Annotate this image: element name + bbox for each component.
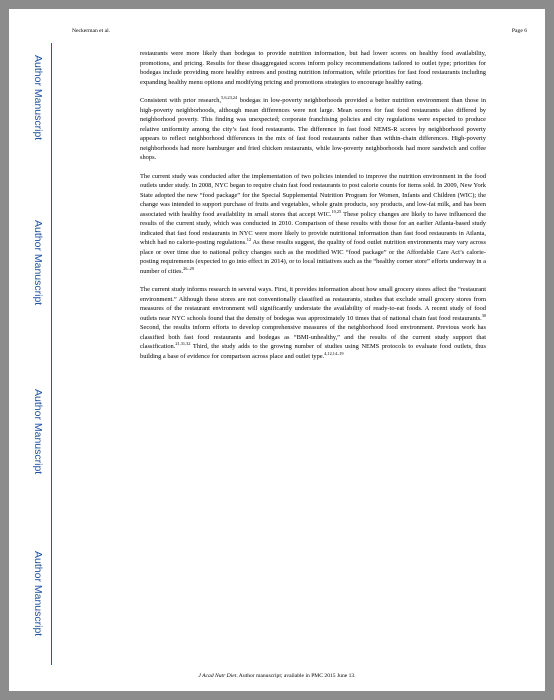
citation-superscript: 21,31,32 — [175, 341, 191, 346]
citation-superscript: 12 — [246, 237, 252, 242]
paragraph — [140, 49, 486, 87]
author-manuscript-label: Author Manuscript — [32, 551, 44, 637]
citation-superscript: 4,12,14–19 — [324, 350, 344, 356]
paragraph-text: The current study informs research in several ways. First, it provides information about how small grocery stores affect the “restaurant environment.” Although these stores are not conventionally classified as restaurants, studies that exclude small grocery stores from measures of the restaurant environment will significantly understate the availability of ready-to-eat foods. A recent study of food outlets near NYC schools found that the density of bodegas was approximately 10 times that of national chain fast food restaurants. — [140, 286, 486, 322]
paragraph-text: Consistent with prior research, — [140, 97, 222, 104]
paragraph-text: restaurants were more likely than bodegas to provide nutrition information, but had lower scores on healthy food availability, promotions, and pricing. Results for these disaggregated scores inform policy recommendations tailored to outlet type; priorities for bodegas include providing more healthy entrees and posting nutrition information, while priorities for fast food restaurants including expanding healthy menu options and modifying pricing and promotions strategies to encourage healthy eating. — [140, 50, 486, 86]
author-manuscript-label: Author Manuscript — [32, 55, 44, 141]
manuscript-page — [9, 9, 545, 691]
page-number: Page 6 — [511, 28, 527, 34]
author-manuscript-label: Author Manuscript — [32, 220, 44, 306]
paragraph-text: These policy changes are likely to have influenced the results of the current study, which was conducted in 2010. Comparison of these results with those for an earlier Atlanta-based study indicated that fast food restaurants in NYC were more likely to provide nutritional information than fast food restaurants in Atlanta, which had no calorie-posting regulations. — [140, 210, 486, 246]
journal-name: J Acad Nutr Diet — [198, 673, 237, 679]
article-body — [140, 49, 486, 370]
paragraph-text: Third, the study adds to the growing number of studies using NEMS protocols to evaluate food outlets, thus building a base of evidence for comparison across place and outlet type. — [140, 343, 486, 360]
paragraph — [140, 172, 486, 277]
citation-superscript: 30 — [481, 312, 486, 318]
citation-superscript: 5,6,23,24 — [221, 95, 238, 100]
paragraph — [140, 285, 486, 361]
running-head: Neckerman et al. — [72, 28, 111, 34]
paragraph-text: bodegas in low-poverty neighborhoods provided a better nutrition environment than those in high-poverty neighborhoods, although mean differences were not large. Mean scores for fast food restaurants also differed by neighborhood poverty. This finding was unexpected; corporate franchising policies and city regulations were expected to produce relative uniformity among the city’s fast food restaurants. The difference in fast food NEMS-R scores by neighborhood poverty appears to reflect neighborhood differences in the mix of fast food restaurants rather than within-chain differences. High-poverty neighborhoods had more hamburger and fried chicken restaurants, while low-poverty neighborhoods had more sandwich and coffee shops. — [140, 97, 486, 161]
paragraph-text: The current study was conducted after the implementation of two policies intended to improve the nutrition environment in the food outlets under study. In 2008, NYC began to require chain fast food restaurants to post calorie counts for items sold. In 2009, New York State adopted the new “food package” for the Special Supplemental Nutrition Program for Women, Infants and Children (WIC); the change was intended to support purchase of fruits and vegetables, whole grain products, soy products, and low-fat milk, and has been associated with healthy food availability in small stores that accept WIC. — [140, 172, 486, 218]
citation-superscript: 26–29 — [183, 265, 194, 271]
author-manuscript-rule — [51, 43, 52, 665]
page-footer — [9, 673, 545, 679]
paragraph-text: As these results suggest, the quality of food outlet nutrition environments may vary across place or over time due to national policy changes such as the modified WIC “food package” or the Affordable Care Act’s calorie-posting requirements (expected to go into effect in 2014), or to local initiatives such as the “healthy corner store” efforts underway in a number of cities. — [140, 239, 486, 275]
paragraph — [140, 96, 486, 163]
citation-superscript: 10,25 — [331, 208, 342, 214]
author-manuscript-label: Author Manuscript — [32, 389, 44, 475]
availability-note: . Author manuscript; available in PMC 2015 June 13. — [236, 673, 356, 679]
paragraph-text: Second, the results inform efforts to develop comprehensive measures of the neighborhood food environment. Previous work has classified both fast food restaurants and bodegas as “BMI-unhealthy,” and the results of the current study support that classification. — [140, 324, 486, 350]
